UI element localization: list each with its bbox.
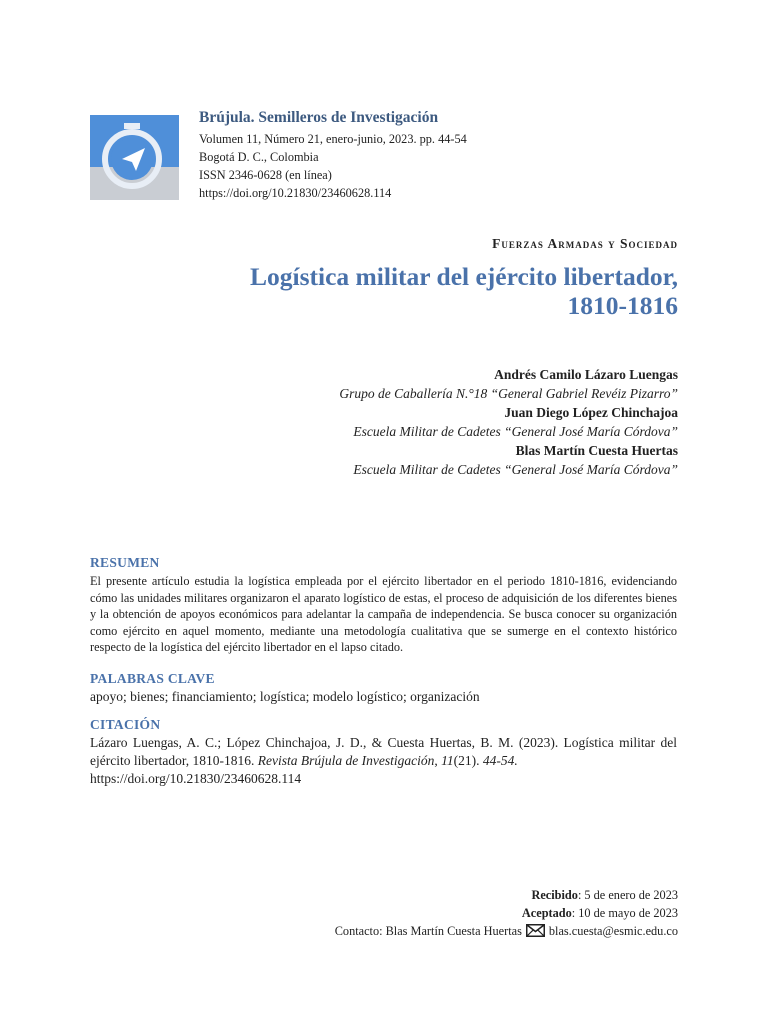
abstract-text: El presente artículo estudia la logística empleada por el ejército libertador en el periodo 1810-1816, evidenciando cómo las unidades militares organizaron el aparato logístico de estas, el proceso de adquisición de los diferentes bienes y la obtención de apoyos económicos para adelantar la campaña de independencia. Se busca conocer su organización como ejército en aquel momento, mediante una metodología cualitativa que se sumerge en el contexto histórico respecto de la logística del ejército libertador en el lapso citado.: [90, 574, 677, 655]
keywords-heading: PALABRAS CLAVE: [90, 671, 215, 686]
author-name: Blas Martín Cuesta Huertas: [515, 443, 678, 458]
compass-icon: [90, 115, 179, 200]
contact-text: Contacto: Blas Martín Cuesta Huertas: [334, 924, 522, 938]
envelope-icon: [526, 924, 545, 942]
author-affiliation: Grupo de Caballería N.°18 “General Gabriel Revéiz Pizarro”: [339, 386, 678, 401]
author-name: Andrés Camilo Lázaro Luengas: [494, 367, 678, 382]
citation-doi[interactable]: https://doi.org/10.21830/23460628.114: [90, 771, 302, 786]
volume-info: Volumen 11, Número 21, enero-junio, 2023. pp. 44-54: [199, 132, 467, 146]
received-date: : 5 de enero de 2023: [577, 888, 678, 902]
citation-journal: Revista Brújula de Investigación: [257, 753, 435, 768]
citation-section: [90, 717, 677, 788]
article-title: [118, 262, 678, 320]
title-line-1: Logística militar del ejército libertador,: [250, 262, 678, 291]
section-tag: Fuerzas Armadas y Sociedad: [492, 236, 678, 251]
citation-authors: Lázaro Luengas, A. C.; López Chinchajoa, J. D., & Cuesta Huertas, B. M. (2023). Logística militar del ejército libertador, 1810-1816.: [90, 735, 677, 768]
issn: ISSN 2346-0628 (en línea): [199, 168, 332, 182]
accepted-label: Aceptado: [521, 906, 572, 920]
journal-title: Brújula. Semilleros de Investigación: [199, 109, 439, 126]
abstract-heading: RESUMEN: [90, 555, 160, 570]
keywords-text: apoyo; bienes; financiamiento; logística; modelo logístico; organización: [90, 689, 480, 704]
contact-line: [335, 922, 678, 942]
author-list: [339, 365, 678, 479]
location: Bogotá D. C., Colombia: [199, 150, 319, 164]
citation-heading: CITACIÓN: [90, 717, 161, 732]
received-label: Recibido: [531, 888, 578, 902]
received-line: [335, 886, 678, 904]
citation-volume: 11: [441, 753, 454, 768]
author-affiliation: Escuela Militar de Cadetes “General José María Córdova”: [353, 424, 678, 439]
author-name: Juan Diego López Chinchajoa: [504, 405, 678, 420]
accepted-date: : 10 de mayo de 2023: [571, 906, 678, 920]
journal-logo: [90, 115, 179, 200]
title-line-2: 1810-1816: [567, 291, 678, 320]
article-dates: [335, 886, 678, 942]
citation-pages: 44-54.: [482, 753, 518, 768]
doi-link[interactable]: https://doi.org/10.21830/23460628.114: [199, 186, 392, 200]
citation-text: Lázaro Luengas, A. C.; López Chinchajoa, J. D., & Cuesta Huertas, B. M. (2023). Logística militar del ejército libertador, 1810-1816. Revista Brújula de Investigación, 11(21). 44-54. https://doi.org/10.21830/23460628.114: [90, 735, 677, 786]
accepted-line: [335, 904, 678, 922]
contact-email[interactable]: blas.cuesta@esmic.edu.co: [548, 924, 678, 938]
keywords-section: [90, 671, 677, 706]
abstract-section: [90, 555, 677, 656]
author-affiliation: Escuela Militar de Cadetes “General José María Córdova”: [353, 462, 678, 477]
journal-header: [199, 109, 467, 202]
citation-issue: (21).: [453, 753, 480, 768]
